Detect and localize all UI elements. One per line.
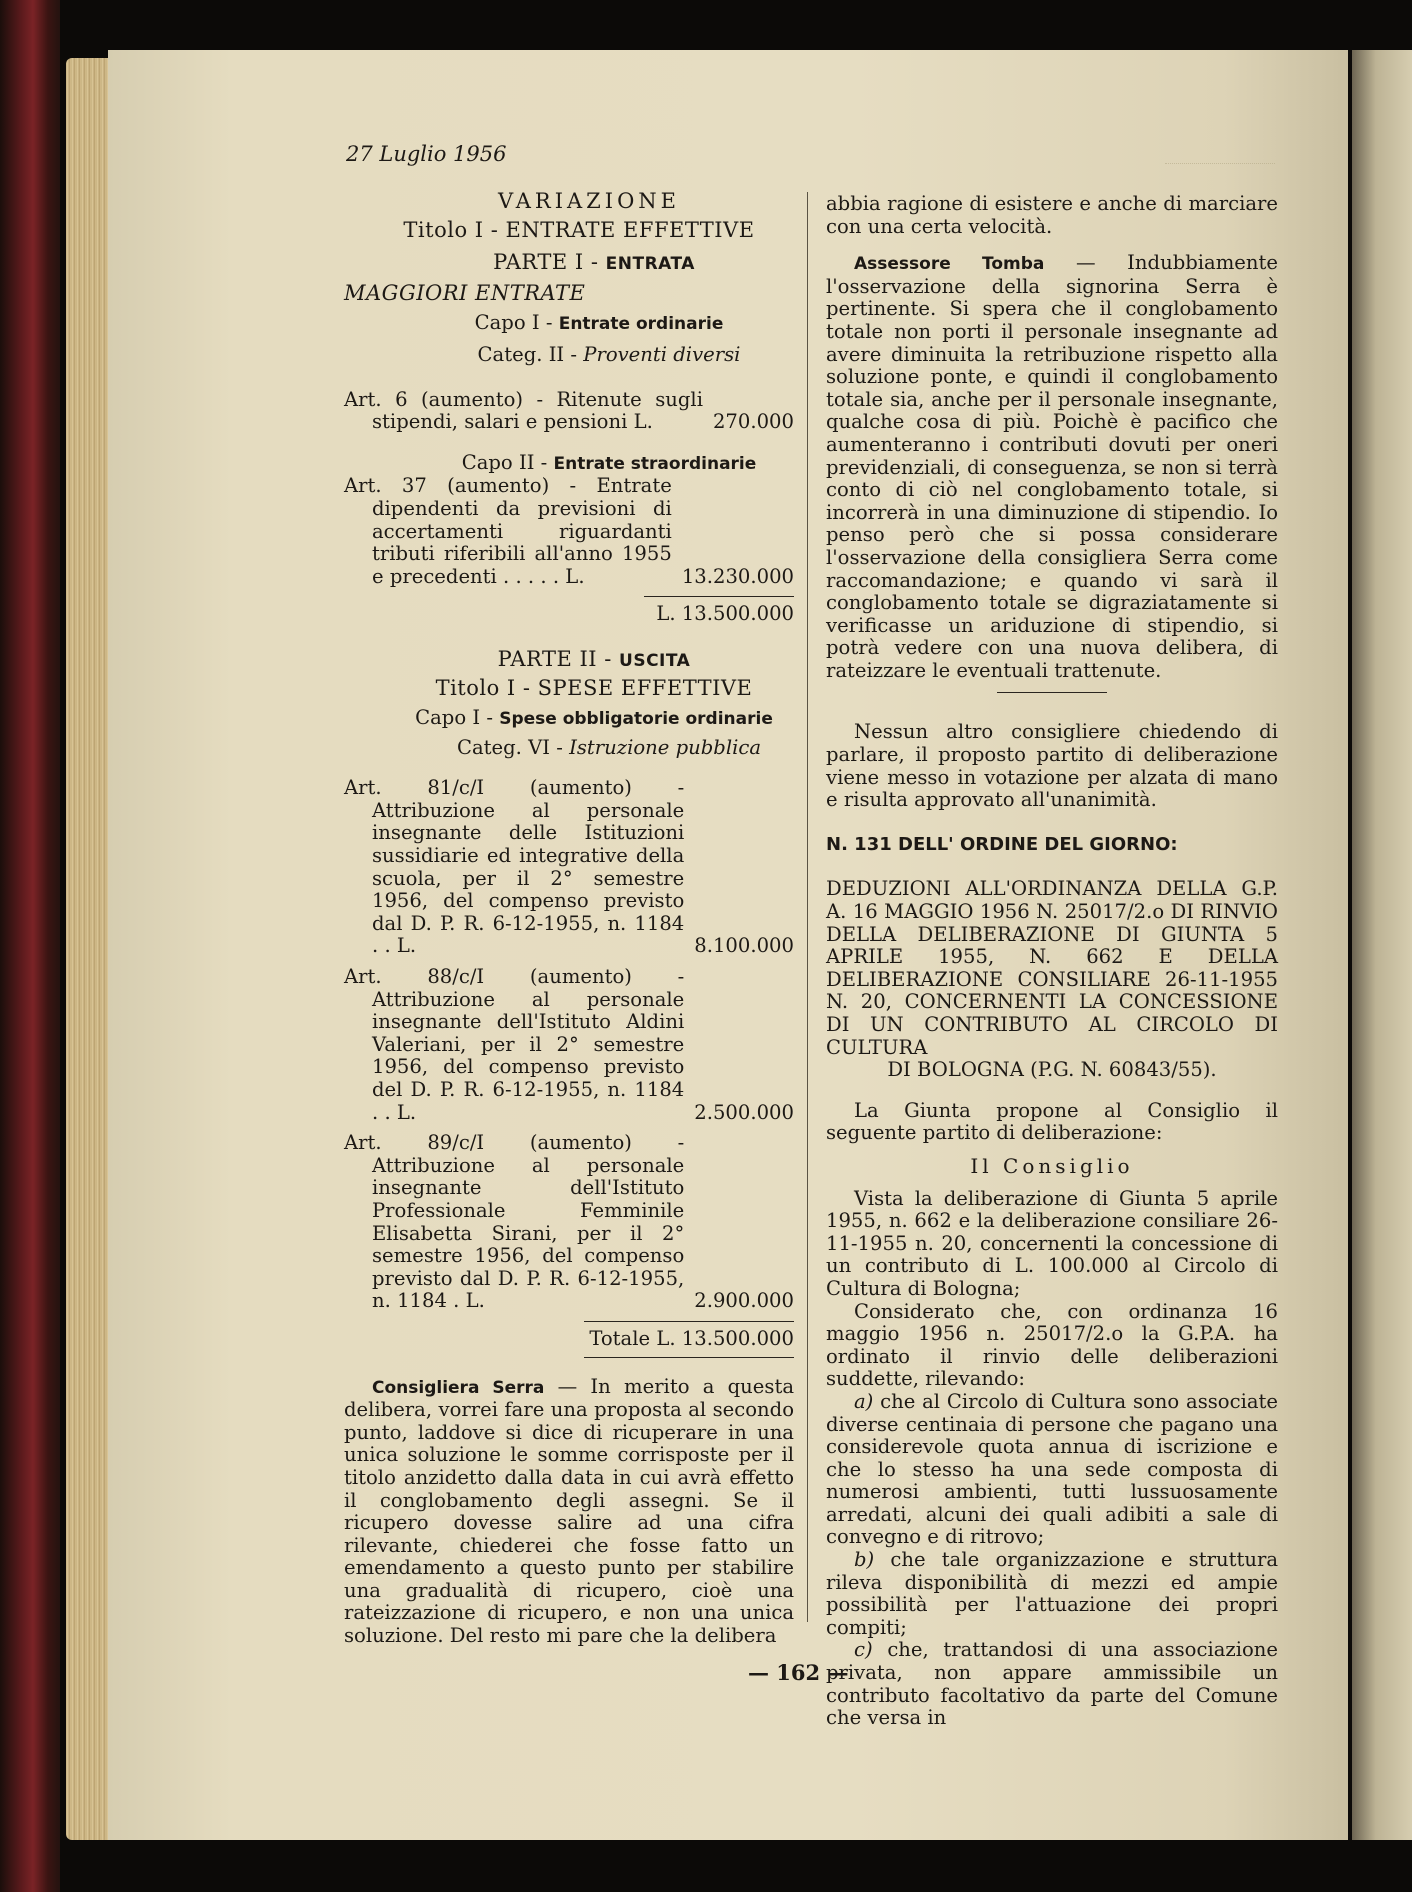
art37-entry	[344, 475, 794, 588]
total-underline	[584, 1357, 794, 1358]
left-column	[344, 190, 794, 1648]
point-b-text: che tale organizzazione e struttura rileva disponibilità di mezzi ed ampie possibilità per l'attuazione dei propri compiti;	[826, 1548, 1278, 1639]
art81-entry	[344, 777, 794, 958]
point-c-text: che, trattandosi di una associazione privata, non appare ammissibile un contributo facoltativo da parte del Comune che versa in	[826, 1638, 1278, 1730]
tomba-speech	[826, 252, 1278, 682]
faded-running-head	[1165, 145, 1275, 164]
capo2-bold: Entrate straordinarie	[553, 453, 757, 474]
capo2-label: Capo II -	[461, 450, 548, 474]
total-rule	[584, 1321, 794, 1322]
titolo-spese-heading: Titolo I - SPESE EFFETTIVE	[435, 675, 753, 700]
parte2-bold: USCITA	[619, 650, 691, 671]
vote-paragraph: Nessun altro consigliere chiedendo di parlare, il proposto partito di deliberazione viene messo in votazione per alzata di mano e risulta approvato all'unanimità.	[826, 720, 1278, 812]
vista-paragraph: Vista la deliberazione di Giunta 5 aprile 1955, n. 662 e la deliberazione consiliare 26-11-1955 n. 20, concernenti la concessione di un contributo di L. 100.000 al Circolo di Cultura di Bologna;	[826, 1186, 1278, 1300]
running-head-date: 27 Luglio 1956	[346, 142, 507, 166]
subject-heading: DEDUZIONI ALL'ORDINANZA DELLA G.P. A. 16 MAGGIO 1956 N. 25017/2.o DI RINVIO DELLA DELIBERAZIONE DI GIUNTA 5 APRILE 1955, N. 662 E DELLA DELIBERAZIONE CONSILIARE 26-11-1955 N. 20, CONCERNENTI LA CONCESSIONE DI UN CONTRIBUTO AL CIRCOLO DI CULTURA	[826, 877, 1278, 1059]
continued-text: abbia ragione di esistere e anche di marciare con una certa velocità.	[826, 192, 1278, 238]
art88-amount: 2.500.000	[694, 1100, 794, 1124]
categ2-italic: Proventi diversi	[583, 342, 741, 366]
art88-entry	[344, 966, 794, 1124]
page-number: — 162 —	[748, 1660, 849, 1685]
art81-amount: 8.100.000	[694, 934, 794, 958]
page-edges	[66, 58, 114, 1840]
capo1-spese-bold: Spese obbligatorie ordinarie	[499, 709, 773, 730]
subject-heading-last: DI BOLOGNA (P.G. N. 60843/55).	[887, 1058, 1217, 1082]
variazione-heading: VARIAZIONE	[498, 189, 680, 213]
total: Totale L. 13.500.000	[589, 1326, 794, 1350]
parte1-bold: ENTRATA	[605, 254, 695, 275]
parte2-label: PARTE II -	[497, 646, 612, 671]
considerato-paragraph: Considerato che, con ordinanza 16 maggio 1956 n. 25017/2.o la G.P.A. ha ordinato il rinvio delle deliberazioni suddette, rilevando:	[826, 1299, 1278, 1391]
serra-text: — In merito a questa delibera, vorrei fare una proposta al secondo punto, laddove si dice di ricuperare in una unica soluzione le somme corrisposte per il titolo anzidetto dalla data in cui avrà effetto il conglobamento degli assegni. Se il ricupero dovesse salire ad una cifra rilevante, chiederei che fosse fatto un emendamento a questo punto per stabilire una gradualità di ricupero, cioè una rateizzazione di ricupero, e non una unica soluzione. Del resto mi pare che la delibera	[344, 1374, 795, 1648]
agenda-item-heading: N. 131 DELL' ORDINE DEL GIORNO:	[826, 833, 1178, 855]
point-c	[826, 1639, 1278, 1729]
capo1-spese-label: Capo I -	[415, 706, 493, 730]
capo1-label: Capo I -	[474, 311, 553, 335]
point-b-label: b)	[854, 1548, 875, 1572]
categ6-label: Categ. VI -	[456, 735, 563, 759]
parte1-heading	[344, 251, 794, 276]
parte2-heading	[344, 648, 794, 673]
capo1-spese-heading	[344, 707, 794, 731]
capo1-bold: Entrate ordinarie	[558, 314, 724, 335]
art89-amount: 2.900.000	[694, 1289, 794, 1313]
art89-text: Art. 89/c/I (aumento) - Attribuzione al personale insegnante dell'Istituto Professionale Femminile Elisabetta Sirani, per il 2° semestre 1956, del compenso previsto dal D. P. R. 6-12-1955, n. 1184 . L.	[344, 1131, 685, 1313]
titolo-entrate-heading: Titolo I - ENTRATE EFFETTIVE	[403, 217, 755, 242]
capo1-heading	[344, 312, 794, 336]
categ2-label: Categ. II -	[477, 342, 578, 366]
art81-text: Art. 81/c/I (aumento) - Attribuzione al personale insegnante delle Istituzioni sussidiarie ed integrative della scuola, per il 2° semestre 1956, del compenso previsto dal D. P. R. 6-12-1955, n. 1184 . . L.	[344, 776, 685, 958]
point-c-label: c)	[854, 1638, 873, 1662]
art89-entry	[344, 1132, 794, 1313]
art6-entry	[344, 389, 794, 434]
art88-text: Art. 88/c/I (aumento) - Attribuzione al personale insegnante dell'Istituto Aldini Valeriani, per il 2° semestre 1956, del compenso previsto del D. P. R. 6-12-1955, n. 1184 . . L.	[344, 965, 685, 1124]
maggiori-entrate-heading: MAGGIORI ENTRATE	[344, 280, 586, 305]
capo2-heading	[344, 452, 794, 476]
art37-text: Art. 37 (aumento) - Entrate dipendenti da previsioni di accertamenti riguardanti tributi riferibili all'anno 1955 e precedenti . . . . . L.	[344, 474, 672, 588]
categ6-heading	[344, 737, 794, 760]
serra-speech	[344, 1376, 794, 1648]
categ6-italic: Istruzione pubblica	[569, 735, 762, 759]
serra-speaker: Consigliera Serra	[372, 1377, 545, 1398]
tomba-speaker: Assessore Tomba	[854, 254, 1045, 275]
point-a-label: a)	[854, 1389, 874, 1413]
parte1-label: PARTE I -	[493, 250, 599, 275]
art6-text: Art. 6 (aumento) - Ritenute sugli stipendi, salari e pensioni L.	[344, 387, 703, 434]
section-rule	[997, 692, 1107, 693]
subtotal-rule	[644, 596, 794, 597]
book-binding	[0, 0, 60, 1892]
art37-amount: 13.230.000	[681, 564, 794, 588]
right-column	[826, 193, 1278, 1730]
point-b	[826, 1549, 1278, 1639]
art6-amount: 270.000	[712, 410, 794, 434]
point-a	[826, 1391, 1278, 1549]
consiglio-heading: Il Consiglio	[970, 1153, 1134, 1178]
point-a-text: che al Circolo di Cultura sono associate diverse centinaia di persone che pagano una considerevole quota annua di iscrizione e che lo stesso ha una sede composta di numerosi ambienti, tutti lussuosamente arredati, alcuni dei quali adibiti a sale di convegno e di ritrovo;	[826, 1389, 1278, 1549]
subtotal: L. 13.500.000	[656, 602, 794, 626]
categ2-heading	[344, 344, 794, 367]
tomba-text: — Indubbiamente l'osservazione della signorina Serra è pertinente. Si spera che il conglobamento totale non porti il personale insegnante ad avere diminuita la retribuzione rispetto alla soluzione ponte, e quindi il conglobamento totale sia, anche per il personale insegnante, qualche cosa di più. Poichè è pacifico che aumenteranno i contributi dovuti per oneri previdenziali, di conseguenza, se non si terrà conto di ciò nel conglobamento totale, si incorrerà in una diminuzione di stipendio. Io penso però che si possa considerare l'osservazione della consigliera Serra come raccomandazione; e quando vi sarà il conglobamento totale se digraziatamente si verificasse un ariduzione di stipendio, si potrà vedere con una nuova delibera, di rateizzare le eventuali trattenute.	[826, 251, 1278, 682]
column-divider	[807, 192, 808, 1622]
facing-page-edge	[1352, 50, 1412, 1840]
giunta-proposal: La Giunta propone al Consiglio il seguente partito di deliberazione:	[826, 1098, 1278, 1145]
